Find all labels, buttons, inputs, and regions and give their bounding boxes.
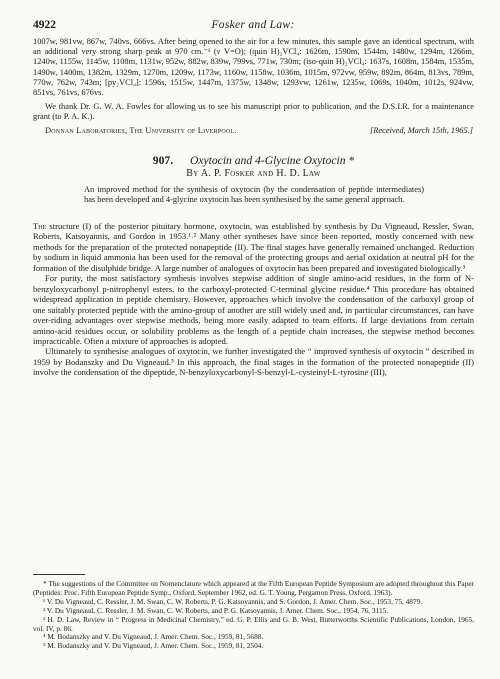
footnotes: [33, 580, 474, 651]
laboratory-address: Donnan Laboratories, The University of Liverpool.: [45, 126, 237, 135]
article-title: [33, 154, 474, 167]
article-body: [33, 221, 474, 378]
footnote-rule: [33, 574, 85, 575]
page-header: [33, 19, 473, 33]
previous-article-tail: 1007w, 981vw, 867w, 740vs, 666vs. After being opened to the air for a few minutes, this sample gave an identical spectrum, with an additional very strong sharp peak at 970 cm.⁻¹ (ν V=O); (quin H)₂VCl₄: 1626m, 1590m, 1544m, 1480w, 1294m, 1266m, 1240w, 1155w, 1145w, 1108m, 1131w, 952w, 882w, 839w, 799vs, 771w, 730m; (iso-quin H)₂VCl₄: 1637s, 1608m, 1584m, 1535m, 1490w, 1400m, 1382m, 1329m, 1270m, 1209w, 1173w, 1160w, 1158w, 1036m, 1015m, 972vw, 959w, 892m, 864m, 813vs, 789m, 770w, 762w, 743m; [py₂VCl₄]: 1596s, 1515w, 1447m, 1375w, 1348w, 1293vw, 1261w, 1235w, 1069s, 1040m, 1012s, 924vw, 851vs, 761vs, 676vs.: [33, 37, 474, 98]
footnote: ³ H. D. Law, Review in “ Progress in Medicinal Chemistry,” ed. G. P. Ellis and G. B. West, Butterworths Scientific Publications, London, 1965, vol. IV, p. 86.: [33, 614, 474, 633]
body-paragraph: [33, 221, 474, 273]
acknowledgement: [33, 102, 474, 122]
paragraph-text: structure (I) of the posterior pituitary hormone, oxytocin, was established by synthesis by Du Vigneaud, Ressler, Swan, Roberts, Katsoyannis, and Gordon in 1953.¹˒² Many other syntheses have since been reported, mostly concerned with new methods for the preparation of the protected nonapeptide (II). The final stages have generally remained unchanged. Reduction by sodium in liquid ammonia has been used for the removal of the protecting groups and aerial oxidation at neutral pH for the formation of the disulphide bridge. A large number of analogues of oxytocin has been prepared and investigated biologically.³: [33, 221, 474, 273]
article-authors: By A. P. Fosker and H. D. Law: [186, 168, 321, 179]
article-title-text: Oxytocin and 4-Glycine Oxytocin *: [190, 154, 355, 167]
footnote: * The suggestions of the Committee on Nomenclature which appeared at the Fifth European Peptide Symposium are adopted throughout this Paper (Peptides: Proc. Fifth European Peptide Symp., Oxford, September 1962, ed. G. T. Young, Pergamon Press, Oxford, 1963).: [33, 579, 474, 597]
body-paragraph: Ultimately to synthesise analogues of oxytocin, we further investigated the “ improved synthesis of oxytocin ” described in 1959 by Bodanszky and Du Vigneaud.⁵ In this approach, the final stages in the formation of the protected nonapeptide (II) involve the condensation of the dipeptide, N-benzyloxycarbonyl-S-benzyl-L-cysteinyl-L-tyrosine (III),: [33, 346, 474, 378]
paragraph-lead-word: The: [33, 221, 47, 231]
footnote: ⁴ M. Bodanszky and V. Du Vigneaud, J. Amer. Chem. Soc., 1959, 81, 5688.: [43, 632, 264, 642]
article-abstract: An improved method for the synthesis of oxytocin (by the condensation of peptide intermediates) has been developed and 4-glycine oxytocin has been synthesised by the same general approach.: [84, 185, 424, 205]
affiliation-line: [45, 126, 473, 135]
footnote: ⁵ M. Bodanszky and V. Du Vigneaud, J. Amer. Chem. Soc., 1959, 81, 2504.: [43, 641, 264, 651]
article-number: 907.: [152, 154, 174, 167]
received-date: [Received, March 15th, 1965.]: [370, 126, 473, 135]
footnote: ¹ V. Du Vigneaud, C. Ressler, J. M. Swan, C. W. Roberts, P. G. Katsoyannis, and S. Gordon, J. Amer. Chem. Soc., 1953, 75, 4879.: [43, 596, 423, 606]
page-number: 4922: [33, 19, 56, 31]
footnote: ² V. Du Vigneaud, C. Ressler, J. M. Swan, C. W. Roberts, and P. G. Katsoyannis, J. Amer. Chem. Soc., 1954, 76, 3115.: [43, 605, 389, 615]
acknowledgement-text: We thank Dr. G. W. A. Fowles for allowing us to see his manuscript prior to publication, and the D.S.I.R. for a maintenance grant (to P. A. K.).: [33, 102, 474, 122]
body-paragraph: For purity, the most satisfactory synthesis involves stepwise addition of single amino-acid residues, in the form of N-benzyloxycarbonyl p-nitrophenyl esters, to the carboxyl-protected C-terminal glycine residue.⁴ This procedure has obtained widespread application in peptide chemistry. However, approaches which involve the condensation of the carboxyl group of one suitably protected peptide with the amino-group of another are still widely used and, in particular circumstances, can have over-riding advantages over stepwise methods, being more easily adapted to team efforts. If large deviations from certain amino-acid residues occur, or solubility problems as the length of a peptide chain increases, the stepwise method becomes impracticable. Often a mixture of approaches is adopted.: [33, 273, 474, 346]
running-title: Fosker and Law:: [211, 19, 295, 31]
